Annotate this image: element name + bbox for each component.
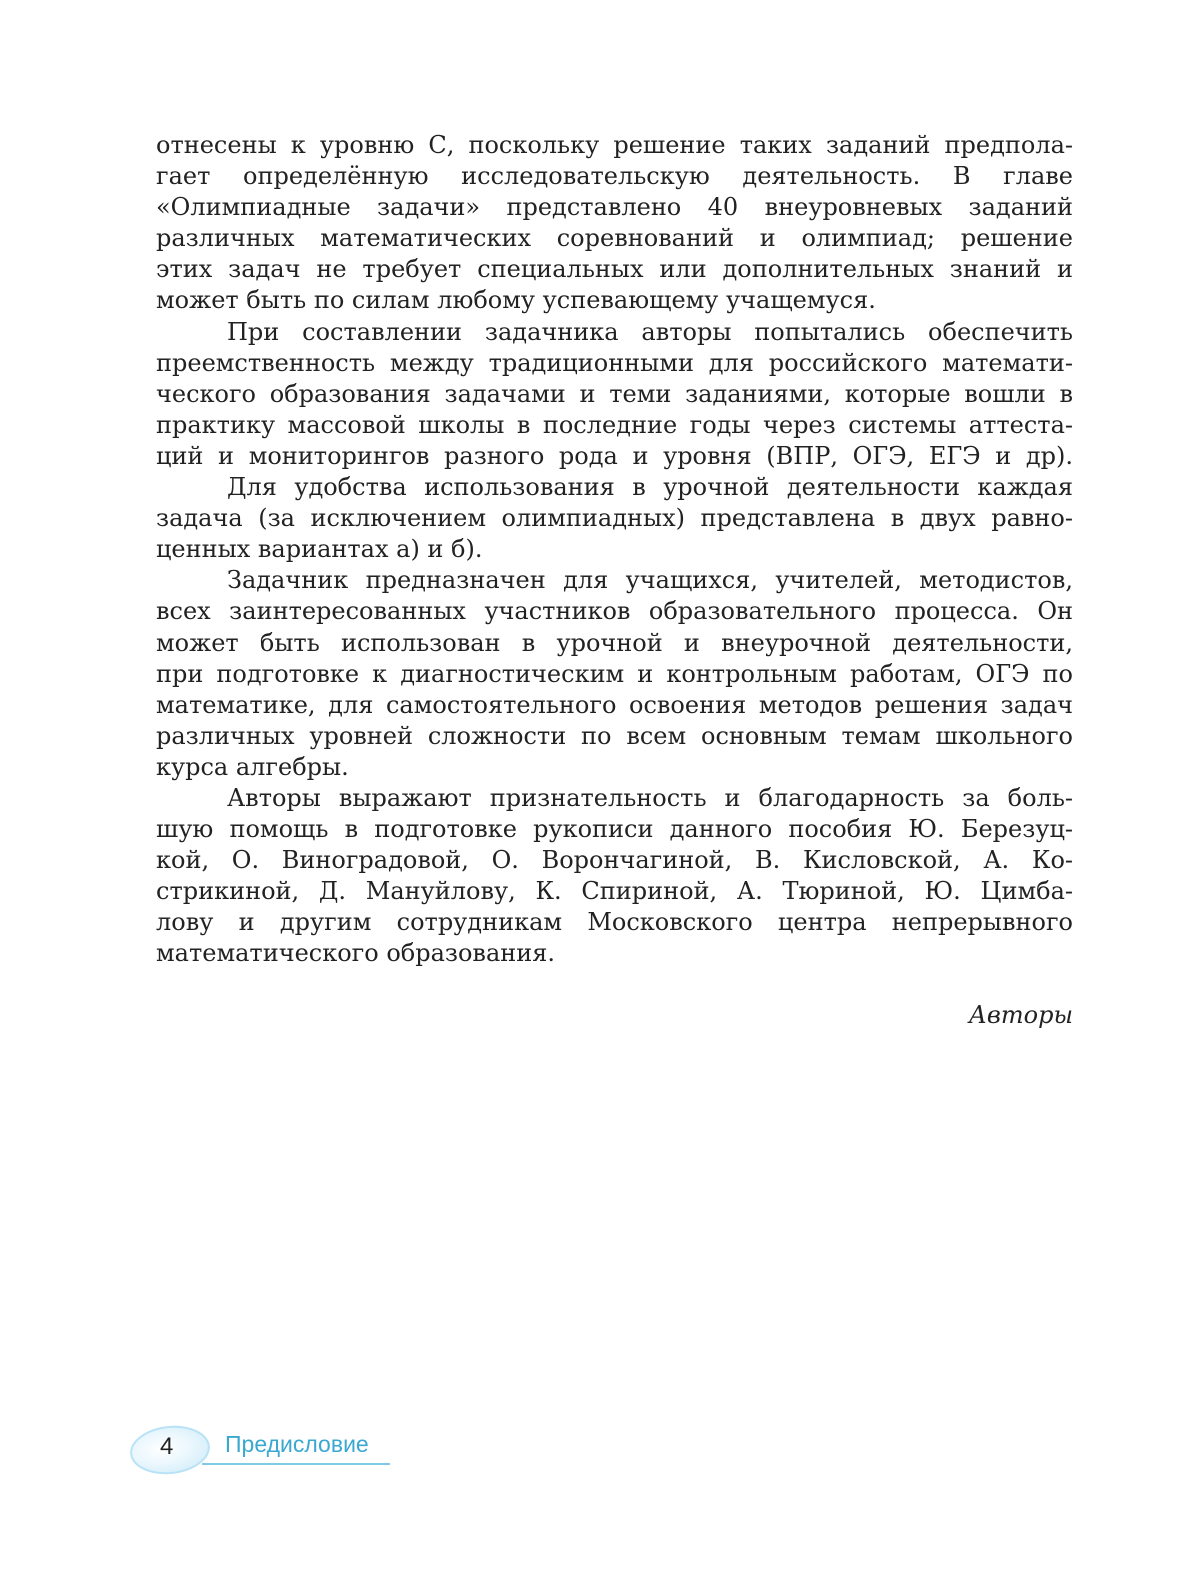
text-line: различных математических соревнований и олимпиад; решение bbox=[156, 224, 1073, 253]
text-line: Авторы выражают признательность и благодарность за боль- bbox=[227, 783, 1073, 812]
text-line: «Олимпиадные задачи» представлено 40 внеуровневых заданий bbox=[156, 193, 1073, 222]
text-line: гает определённую исследовательскую деятельность. В главе bbox=[156, 162, 1073, 191]
text-line: при подготовке к диагностическим и контрольным работам, ОГЭ по bbox=[156, 659, 1073, 688]
text-line: этих задач не требует специальных или дополнительных знаний и bbox=[156, 255, 1073, 284]
text-line: математического образования. bbox=[156, 939, 556, 968]
text-line: Для удобства использования в урочной деятельности каждая bbox=[227, 473, 1073, 502]
text-line: преемственность между традиционными для российского математи- bbox=[156, 348, 1073, 377]
text-line: отнесены к уровню С, поскольку решение таких заданий предпола- bbox=[156, 131, 1073, 159]
footer-divider bbox=[202, 1463, 390, 1465]
authors-signature: Авторы bbox=[968, 1001, 1073, 1029]
text-line: При составлении задачника авторы попытались обеспечить bbox=[227, 317, 1073, 346]
text-line: ций и мониторингов разного рода и уровня (ВПР, ОГЭ, ЕГЭ и др). bbox=[156, 441, 1073, 470]
page-footer bbox=[130, 1418, 392, 1478]
text-line: различных уровней сложности по всем основным темам школьного bbox=[156, 721, 1073, 750]
text-line: лову и другим сотрудникам Московского центра непрерывного bbox=[156, 908, 1073, 937]
text-line: Задачник предназначен для учащихся, учителей, методистов, bbox=[227, 566, 1073, 595]
text-line: кой, О. Виноградовой, О. Ворончагиной, В. Кисловской, А. Ко- bbox=[156, 846, 1073, 875]
text-line: задача (за исключением олимпиадных) представлена в двух равно- bbox=[156, 504, 1073, 533]
text-line: может быть использован в урочной и внеурочной деятельности, bbox=[156, 628, 1073, 657]
text-line: всех заинтересованных участников образовательного процесса. Он bbox=[156, 597, 1073, 626]
section-title: Предисловие bbox=[225, 1431, 369, 1457]
text-line: шую помощь в подготовке рукописи данного пособия Ю. Березуц- bbox=[156, 815, 1073, 844]
text-line: ценных вариантах а) и б). bbox=[156, 535, 483, 564]
text-line: может быть по силам любому успевающему учащемуся. bbox=[156, 286, 876, 315]
page-number: 4 bbox=[160, 1433, 174, 1460]
text-line: курса алгебры. bbox=[156, 752, 349, 781]
text-line: практику массовой школы в последние годы через системы аттеста- bbox=[156, 410, 1073, 439]
preface-text bbox=[156, 130, 1073, 970]
text-line: математике, для самостоятельного освоения методов решения задач bbox=[156, 690, 1073, 719]
text-line: ческого образования задачами и теми заданиями, которые вошли в bbox=[156, 379, 1073, 408]
text-line: стрикиной, Д. Мануйлову, К. Спириной, А. Тюриной, Ю. Цимба- bbox=[156, 877, 1073, 906]
